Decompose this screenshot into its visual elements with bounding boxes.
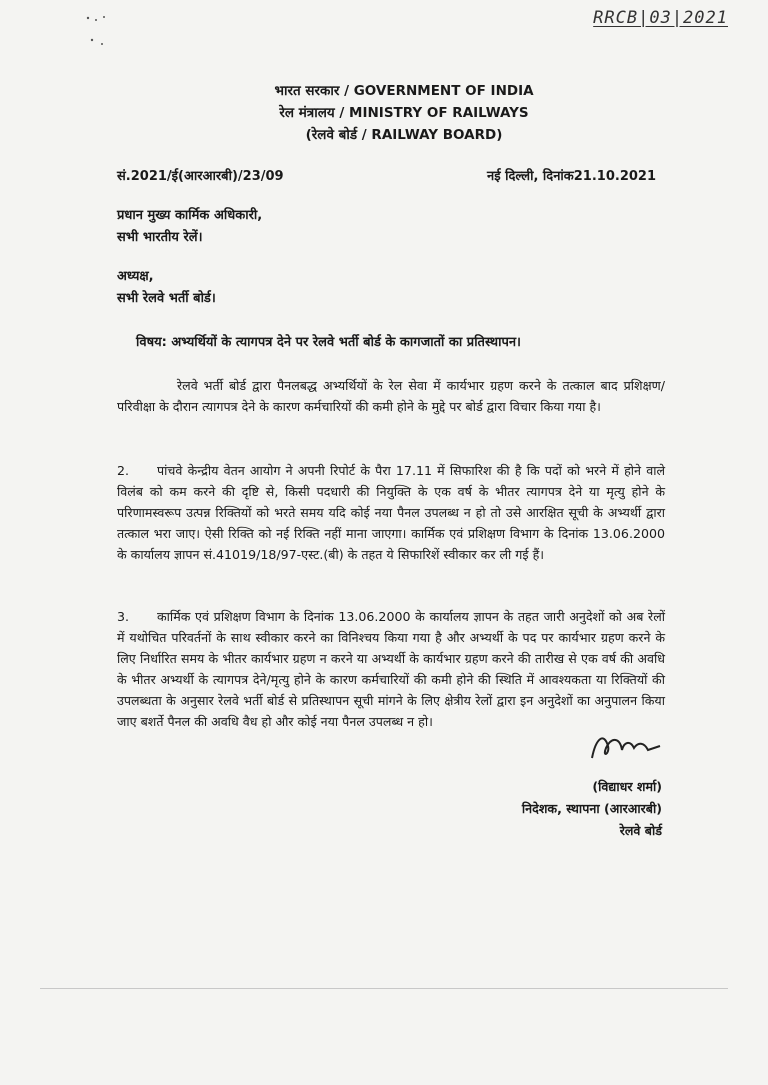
letterhead-line-3: (रेलवे बोर्ड / RAILWAY BOARD) (305, 127, 503, 143)
recipient-line: प्रधान मुख्य कार्मिक अधिकारी, (117, 208, 263, 223)
letterhead (0, 80, 768, 146)
signatory-name: (विद्याधर शर्मा) (592, 779, 662, 794)
signatory-designation: निदेशक, स्थापना (आरआरबी) (521, 801, 662, 816)
paragraph-number: 3. (117, 609, 130, 624)
place-date: नई दिल्ली, दिनांक21.10.2021 (487, 169, 656, 184)
letterhead-line-1: भारत सरकार / GOVERNMENT OF INDIA (274, 83, 534, 99)
paragraph-text: कार्मिक एवं प्रशिक्षण विभाग के दिनांक 13.06.2000 के कार्यालय ज्ञापन के तहत जारी अनुदेशों को अब रेलों में यथोचित परिवर्तनों के साथ स्वीकार करने का विनिश्चय किया गया है और अभ्यर्थी के पद पर कार्यभार ग्रहण करने के लिए निर्धारित समय के भीतर कार्यभार ग्रहण न करने या अभ्यर्थी के कार्यभार ग्रहण करने की तारीख से एक वर्ष की अवधि के भीतर अभ्यर्थी के त्यागपत्र देने/मृत्यु होने के कारण कर्मचारियों की कमी होने की स्थिति में आवश्यकता या रिक्तियों की उपलब्धता के अनुसार रेलवे भर्ती बोर्ड से प्रतिस्थापन सूची मांगने के लिए क्षेत्रीय रेलों द्वारा इन अनुदेशों का अनुपालन किया जाए बशर्ते पैनल की अवधि वैध हो और कोई नया पैनल उपलब्ध न हो। (117, 609, 665, 729)
subject-line: विषय: अभ्यर्थियों के त्यागपत्र देने पर रेलवे भर्ती बोर्ड के कागजातों का प्रतिस्थापन। (136, 335, 521, 350)
paragraph-1 (117, 375, 665, 417)
recipient-line: सभी भारतीय रेलें। (117, 230, 203, 245)
signature-block (522, 776, 662, 842)
recipient-block-1 (117, 205, 262, 249)
page-edge-line (40, 988, 728, 989)
paragraph-text: पांचवे केन्द्रीय वेतन आयोग ने अपनी रिपोर्ट के पैरा 17.11 में सिफारिश की है कि पदों को भरने में होने वाले विलंब को कम करने की दृष्टि से, किसी पदधारी की नियुक्ति के एक वर्ष के भीतर त्यागपत्र देने या मृत्यु होने के परिणामस्वरूप उत्पन्न रिक्तियों को भरते समय यदि कोई नया पैनल उपलब्ध न हो तो उसे आरक्षित सूची के अभ्यर्थी द्वारा तत्काल भरा जाए। ऐसी रिक्ति को नई रिक्ति नहीं माना जाएगा। कार्मिक एवं प्रशिक्षण विभाग के दिनांक 13.06.2000 के कार्यालय ज्ञापन सं.41019/18/97-एस्ट.(बी) के तहत ये सिफारिशें स्वीकार कर ली गई हैं। (117, 463, 665, 562)
paragraph-3 (117, 606, 665, 732)
letterhead-line-2: रेल मंत्रालय / MINISTRY OF RAILWAYS (279, 105, 529, 121)
recipient-line: सभी रेलवे भर्ती बोर्ड। (117, 291, 216, 306)
paragraph-text: रेलवे भर्ती बोर्ड द्वारा पैनलबद्ध अभ्यर्थियों के रेल सेवा में कार्यभार ग्रहण करने के तत्काल बाद प्रशिक्षण/परिवीक्षा के दौरान त्यागपत्र देने के कारण कर्मचारियों की कमी होने के मुद्दे पर बोर्ड द्वारा विचार किया गया है। (117, 378, 665, 414)
paragraph-2 (117, 460, 665, 565)
letter-number: सं.2021/ई(आरआरबी)/23/09 (117, 169, 284, 184)
signature-mark (586, 728, 666, 764)
recipient-block-2 (117, 266, 216, 310)
signatory-office: रेलवे बोर्ड (619, 823, 662, 838)
recipient-line: अध्यक्ष, (117, 269, 154, 284)
paragraph-number: 2. (117, 463, 130, 478)
scan-specks (84, 14, 114, 54)
handwritten-reference: RRCB|03|2021 (593, 8, 728, 28)
